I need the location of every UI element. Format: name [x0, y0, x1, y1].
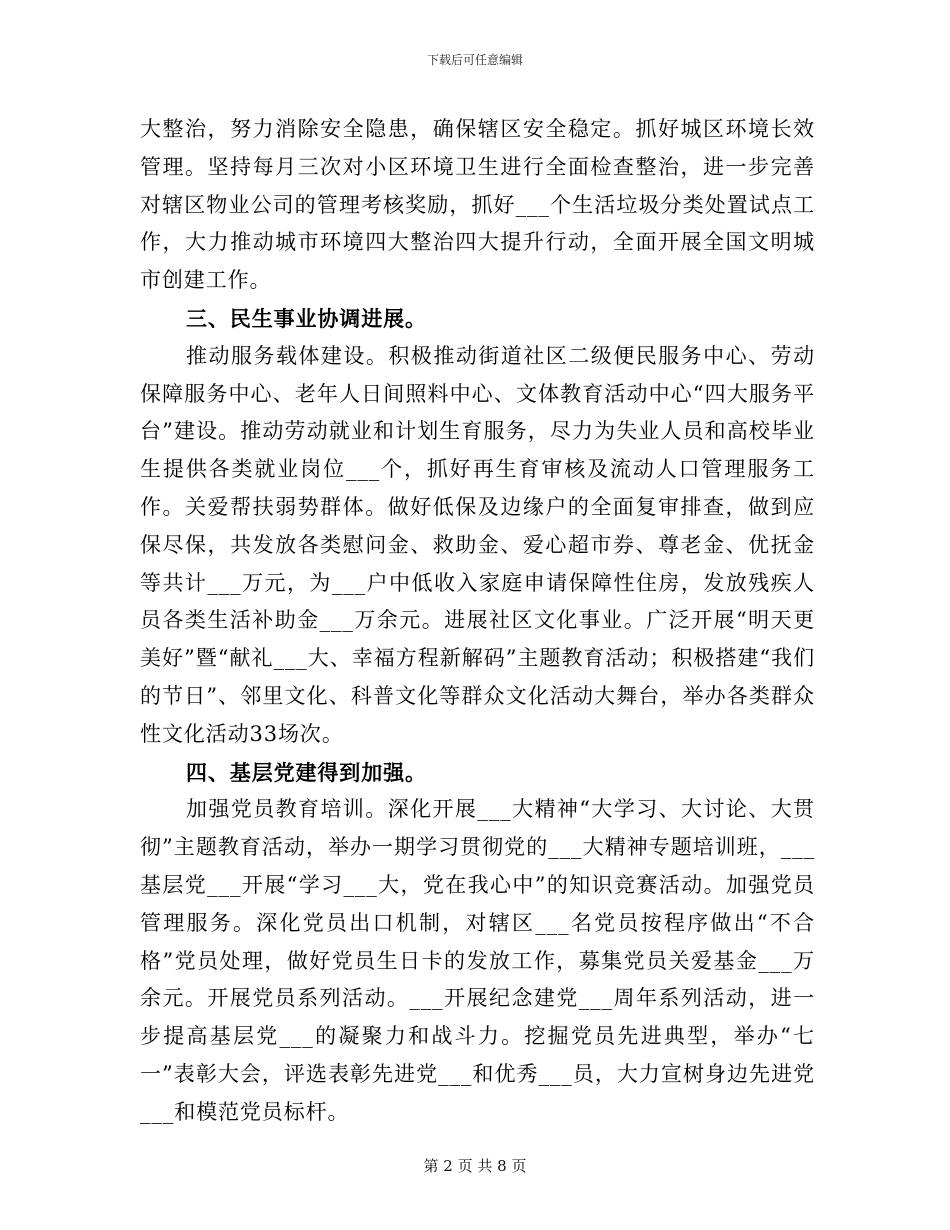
document-body [140, 111, 815, 1132]
section-heading-4: 四、基层党建得到加强。 [186, 759, 427, 785]
section-paragraph-3: 推动服务载体建设。积极推动街道社区二级便民服务中心、劳动保障服务中心、老年人日间照料中心、文体教育活动中心“四大服务平台”建设。推动劳动就业和计划生育服务，尽力为失业人员和高校毕业生提供各类就业岗位___个，抓好再生育审核及流动人口管理服务工作。关爱帮扶弱势群体。做好低保及边缘户的全面复审排查，做到应保尽保，共发放各类慰问金、救助金、爱心超市券、尊老金、优抚金等共计___万元，为___户中低收入家庭申请保障性住房，发放残疾人员各类生活补助金___万余元。进展社区文化事业。广泛开展“明天更美好”暨“献礼___大、幸福方程新解码”主题教育活动；积极搭建“我们的节日”、邻里文化、科普文化等群众文化活动大舞台，举办各类群众性文化活动33场次。 [140, 343, 815, 746]
page-number-footer: 第 2 页 共 8 页 [423, 1157, 527, 1175]
section-heading-3: 三、民生事业协调进展。 [186, 305, 427, 331]
continuation-paragraph: 大整治，努力消除安全隐患，确保辖区安全稳定。抓好城区环境长效管理。坚持每月三次对小区环境卫生进行全面检查整治，进一步完善对辖区物业公司的管理考核奖励，抓好___个生活垃圾分类处置试点工作，大力推动城市环境四大整治四大提升行动，全面开展全国文明城市创建工作。 [140, 117, 815, 293]
section-paragraph-4: 加强党员教育培训。深化开展___大精神“大学习、大讨论、大贯彻”主题教育活动，举办一期学习贯彻党的___大精神专题培训班，___基层党___开展“学习___大，党在我心中”的知识竞赛活动。加强党员管理服务。深化党员出口机制，对辖区___名党员按程序做出“不合格”党员处理，做好党员生日卡的发放工作，募集党员关爱基金___万余元。开展党员系列活动。___开展纪念建党___周年系列活动，进一步提高基层党___的凝聚力和战斗力。挖掘党员先进典型，举办“七一”表彰大会，评选表彰先进党___和优秀___员，大力宣树身边先进党___和模范党员标杆。 [140, 797, 815, 1124]
page-header: 下载后可任意编辑 [426, 53, 523, 67]
